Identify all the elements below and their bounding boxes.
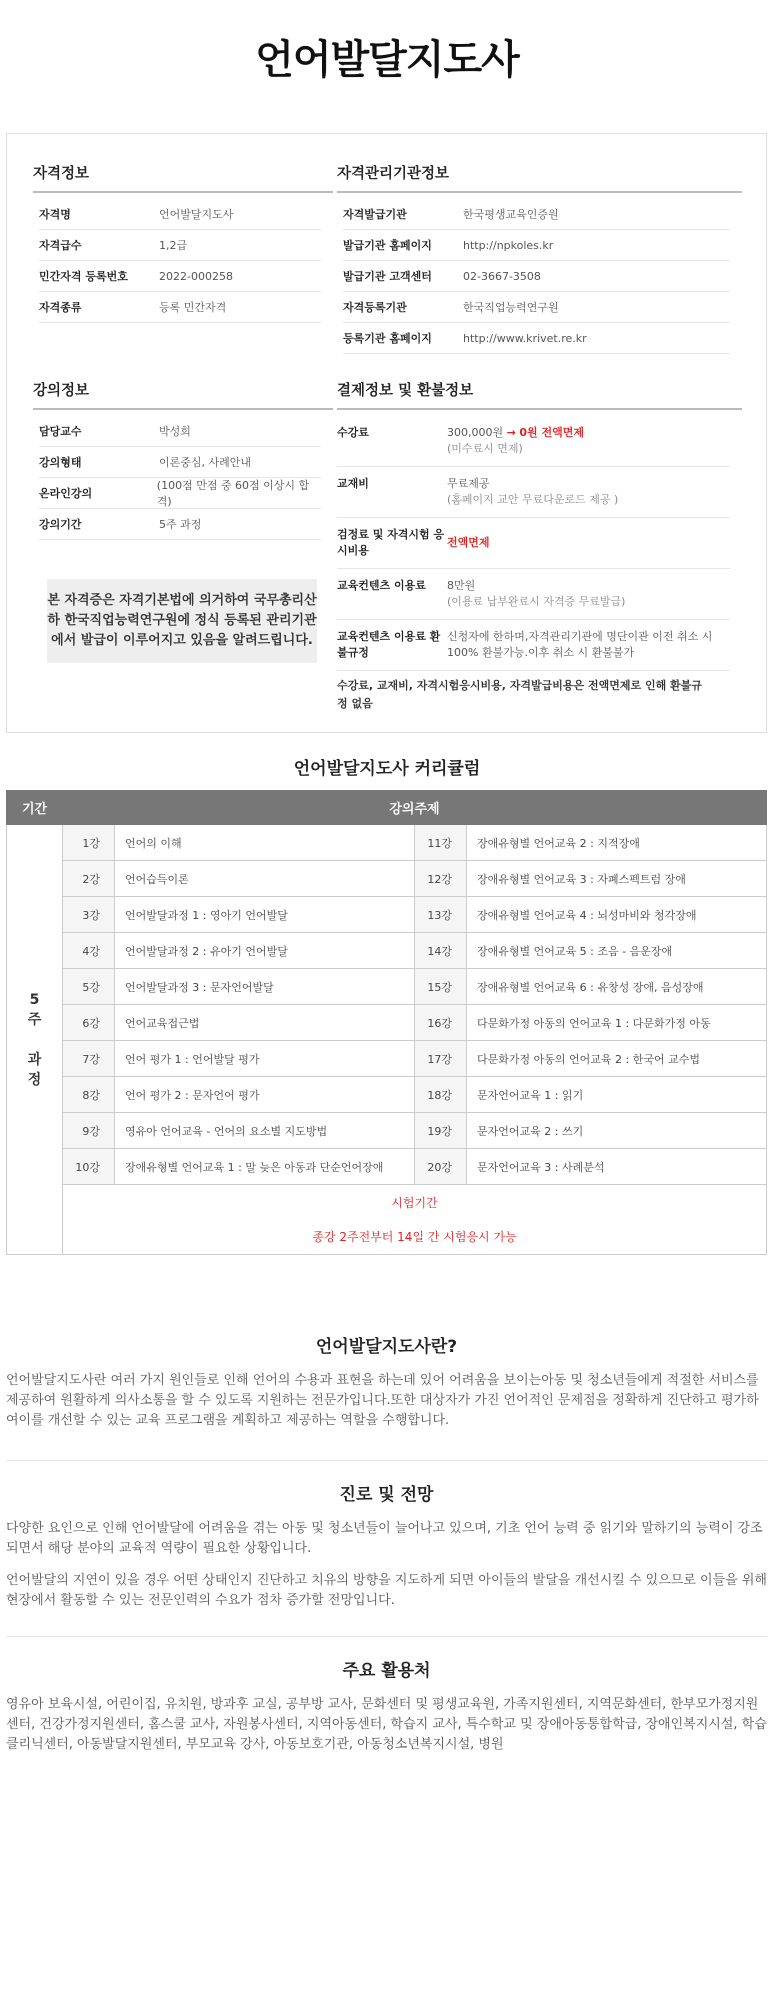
qual-label: 자격급수 xyxy=(39,239,82,252)
lesson-topic: 다문화가정 아동의 언어교육 2 : 한국어 교수법 xyxy=(467,1041,767,1077)
payment-panel xyxy=(337,379,742,713)
payment-heading: 결제정보 및 환불정보 xyxy=(337,379,742,410)
usage-heading: 주요 활용처 xyxy=(342,1661,431,1681)
fee-label: 수강료 xyxy=(337,426,369,439)
qual-label: 민간자격 등록번호 xyxy=(39,270,128,283)
agency-value: 한국평생교육인증원 xyxy=(463,208,559,221)
material-label: 교재비 xyxy=(337,477,369,490)
lesson-topic: 장애유형별 언어교육 1 : 말 늦은 아동과 단순언어장애 xyxy=(115,1149,415,1185)
exam-cell xyxy=(63,1185,767,1255)
lesson-topic: 언어의 이해 xyxy=(115,825,415,861)
lesson-topic: 장애유형별 언어교육 3 : 자폐스펙트럼 장애 xyxy=(467,861,767,897)
material-value: 무료제공 xyxy=(447,477,490,490)
lecture-value: (100점 만점 중 60점 이상시 합격) xyxy=(156,479,310,508)
lesson-number: 1강 xyxy=(63,825,115,861)
content-fee-row xyxy=(337,569,730,620)
divider xyxy=(6,1460,767,1461)
lecture-row xyxy=(39,509,321,540)
lesson-number: 15강 xyxy=(415,969,467,1005)
qual-row xyxy=(39,261,321,292)
lesson-number: 16강 xyxy=(415,1005,467,1041)
usage-section xyxy=(6,1656,767,1767)
curriculum-row xyxy=(7,1149,767,1185)
agency-heading: 자격관리기관정보 xyxy=(337,162,742,193)
lesson-number: 7강 xyxy=(63,1041,115,1077)
curriculum-row xyxy=(7,861,767,897)
lecture-heading: 강의정보 xyxy=(33,379,333,410)
qual-value: 2022-000258 xyxy=(159,269,233,283)
curriculum-row xyxy=(7,1005,767,1041)
refund-value: 신청자에 한하며,자격관리기관에 명단이관 이전 취소 시 100% 환불가능.이후 취소 시 환불불가 xyxy=(447,630,713,659)
agency-row xyxy=(343,292,730,323)
page-title: 언어발달지도사 xyxy=(255,37,519,83)
lesson-topic: 언어교육접근법 xyxy=(115,1005,415,1041)
material-row xyxy=(337,467,730,518)
lecture-value: 5주 과정 xyxy=(159,518,202,531)
lesson-topic: 언어발달과정 1 : 영아기 언어발달 xyxy=(115,897,415,933)
qual-label: 자격종류 xyxy=(39,301,82,314)
content-fee-label: 교육컨텐츠 이용료 xyxy=(337,579,426,592)
divider xyxy=(6,1636,767,1637)
agency-label: 등록기관 홈페이지 xyxy=(343,332,432,345)
lesson-topic: 장애유형별 언어교육 5 : 조음 - 음운장애 xyxy=(467,933,767,969)
outlook-p1: 다양한 요인으로 인해 언어발달에 어려움을 겪는 아동 및 청소년들이 늘어나고 있으며, 기초 언어 능력 중 읽기와 말하기의 능력이 강조되면서 해당 분야의 교육적 역량이 필요한 상황입니다. xyxy=(6,1521,763,1556)
info-box xyxy=(6,133,767,733)
notice-box: 본 자격증은 자격기본법에 의거하여 국무총리산하 한국직업능력연구원에 정식 등록된 관리기관에서 발급이 이루어지고 있음을 알려드립니다. xyxy=(47,579,317,663)
lesson-number: 12강 xyxy=(415,861,467,897)
lecture-label: 강의형태 xyxy=(39,456,82,469)
exam-row xyxy=(7,1185,767,1255)
lesson-topic: 장애유형별 언어교육 6 : 유창성 장애, 음성장애 xyxy=(467,969,767,1005)
lesson-topic: 언어발달과정 2 : 유아기 언어발달 xyxy=(115,933,415,969)
agency-value: http://www.krivet.re.kr xyxy=(463,331,587,345)
lesson-topic: 언어습득이론 xyxy=(115,861,415,897)
qual-row xyxy=(39,199,321,230)
fee-row xyxy=(337,416,730,467)
curriculum-row xyxy=(7,1077,767,1113)
lesson-number: 17강 xyxy=(415,1041,467,1077)
agency-label: 자격등록기관 xyxy=(343,301,407,314)
qual-label: 자격명 xyxy=(39,208,71,221)
arrow-icon: → xyxy=(506,426,516,439)
outlook-heading: 진로 및 전망 xyxy=(339,1485,434,1505)
fee-note: (미수료시 면제) xyxy=(447,442,523,455)
about-heading: 언어발달지도사란? xyxy=(315,1337,458,1357)
qual-value: 등록 민간자격 xyxy=(159,301,227,314)
lesson-topic: 문자언어교육 2 : 쓰기 xyxy=(467,1113,767,1149)
refund-footnote: 수강료, 교재비, 자격시험응시비용, 자격발급비용은 전액면제로 인해 환불규정 없음 xyxy=(337,679,702,710)
lesson-number: 20강 xyxy=(415,1149,467,1185)
lesson-topic: 언어 평가 2 : 문자언어 평가 xyxy=(115,1077,415,1113)
lesson-topic: 장애유형별 언어교육 4 : 뇌성마비와 청각장애 xyxy=(467,897,767,933)
qualification-panel xyxy=(33,162,333,323)
agency-row xyxy=(343,230,730,261)
lesson-number: 3강 xyxy=(63,897,115,933)
lesson-topic: 장애유형별 언어교육 2 : 지적장애 xyxy=(467,825,767,861)
content-fee-note: (이용료 납부완료시 자격증 무료발급) xyxy=(447,595,626,608)
agency-row xyxy=(343,323,730,354)
material-note: (홈페이지 교안 무료다운로드 제공 ) xyxy=(447,493,619,506)
agency-label: 발급기관 고객센터 xyxy=(343,270,432,283)
lesson-number: 5강 xyxy=(63,969,115,1005)
lesson-topic: 언어 평가 1 : 언어발달 평가 xyxy=(115,1041,415,1077)
qual-value: 1,2급 xyxy=(159,239,188,252)
qual-value: 언어발달지도사 xyxy=(159,208,234,221)
lesson-topic: 문자언어교육 3 : 사례분석 xyxy=(467,1149,767,1185)
lesson-number: 19강 xyxy=(415,1113,467,1149)
curriculum-table xyxy=(6,790,767,1255)
exam-fee-label: 검정료 및 자격시험 응시비용 xyxy=(337,528,445,557)
lesson-number: 6강 xyxy=(63,1005,115,1041)
qual-row xyxy=(39,230,321,261)
curriculum-row xyxy=(7,825,767,861)
exam-title: 시험기간 xyxy=(391,1195,438,1210)
qual-row xyxy=(39,292,321,323)
col-topic-header: 강의주제 xyxy=(63,791,767,825)
curriculum-title: 언어발달지도사 커리큘럼 xyxy=(293,759,481,779)
agency-panel xyxy=(337,162,742,354)
qualification-heading: 자격정보 xyxy=(33,162,333,193)
lesson-topic: 문자언어교육 1 : 읽기 xyxy=(467,1077,767,1113)
agency-row xyxy=(343,199,730,230)
agency-value: http://npkoles.kr xyxy=(463,238,554,252)
refund-row xyxy=(337,620,730,671)
agency-label: 자격발급기관 xyxy=(343,208,407,221)
exam-desc: 종강 2주전부터 14일 간 시험응시 가능 xyxy=(312,1229,517,1244)
exam-fee-value: 전액면제 xyxy=(447,536,490,549)
lecture-value: 박성희 xyxy=(159,425,191,438)
lecture-value: 이론중심, 사례안내 xyxy=(159,456,252,469)
lecture-label: 담당교수 xyxy=(39,425,82,438)
lesson-topic: 다문화가정 아동의 언어교육 1 : 다문화가정 아동 xyxy=(467,1005,767,1041)
content-fee-value: 8만원 xyxy=(447,579,476,592)
curriculum-row xyxy=(7,1113,767,1149)
outlook-section xyxy=(6,1480,767,1623)
agency-label: 발급기관 홈페이지 xyxy=(343,239,432,252)
lesson-topic: 언어발달과정 3 : 문자언어발달 xyxy=(115,969,415,1005)
lecture-row xyxy=(39,447,321,478)
lesson-number: 2강 xyxy=(63,861,115,897)
lesson-number: 13강 xyxy=(415,897,467,933)
col-period-header: 기간 xyxy=(7,791,63,825)
lesson-number: 18강 xyxy=(415,1077,467,1113)
curriculum-row xyxy=(7,1041,767,1077)
fee-price: 300,000원 xyxy=(447,426,504,439)
lecture-label: 강의기간 xyxy=(39,518,82,531)
agency-value: 한국직업능력연구원 xyxy=(463,301,559,314)
lesson-number: 11강 xyxy=(415,825,467,861)
lecture-row xyxy=(39,416,321,447)
lesson-number: 10강 xyxy=(63,1149,115,1185)
curriculum-row xyxy=(7,897,767,933)
lesson-number: 4강 xyxy=(63,933,115,969)
agency-row xyxy=(343,261,730,292)
lecture-panel xyxy=(33,379,333,540)
lecture-row xyxy=(39,478,321,509)
agency-value: 02-3667-3508 xyxy=(463,269,541,283)
lesson-topic: 영유아 언어교육 - 언어의 요소별 지도방법 xyxy=(115,1113,415,1149)
fee-free: 0원 전액면제 xyxy=(519,426,584,439)
exam-fee-row xyxy=(337,518,730,569)
refund-label: 교육컨텐츠 이용료 환불규정 xyxy=(337,630,441,659)
about-text: 언어발달지도사란 여러 가지 원인들로 인해 언어의 수용과 표현을 하는데 있어 어려움을 보이는아동 및 청소년들에게 적절한 서비스를 제공하여 원활하게 의사소통을 할 수 있도록 지원하는 전문가입니다.또한 대상자가 가진 언어적인 문제점을 정확하게 진단하고 평가하여이를 개선할 수 있는 교육 프로그램을 계획하고 제공하는 역할을 수행합니다. xyxy=(6,1373,759,1428)
lesson-number: 14강 xyxy=(415,933,467,969)
about-section xyxy=(6,1332,767,1443)
lesson-number: 8강 xyxy=(63,1077,115,1113)
outlook-p2: 언어발달의 지연이 있을 경우 어떤 상태인지 진단하고 치유의 방향을 지도하게 되면 아이들의 발달을 개선시킬 수 있으므로 이들을 위해 현장에서 활동할 수 있는 전문인력의 수요가 점차 증가할 전망입니다. xyxy=(6,1573,767,1608)
curriculum-row xyxy=(7,969,767,1005)
lesson-number: 9강 xyxy=(63,1113,115,1149)
period-cell: 5 주 과 정 xyxy=(7,825,63,1255)
curriculum-row xyxy=(7,933,767,969)
lecture-label: 온라인강의 xyxy=(39,487,93,500)
usage-text: 영유아 보육시설, 어린이집, 유치원, 방과후 교실, 공부방 교사, 문화센터 및 평생교육원, 가족지원센터, 지역문화센터, 한부모가정지원센터, 건강가정지원센터, 홈스쿨 교사, 자원봉사센터, 지역아동센터, 학습지 교사, 특수학교 및 장애아동통합학급, 장애인복지시설, 학습클리닉센터, 아동발달지원센터, 부모교육 강사, 아동보호기관, 아동청소년복지시설, 병원 xyxy=(6,1697,767,1752)
